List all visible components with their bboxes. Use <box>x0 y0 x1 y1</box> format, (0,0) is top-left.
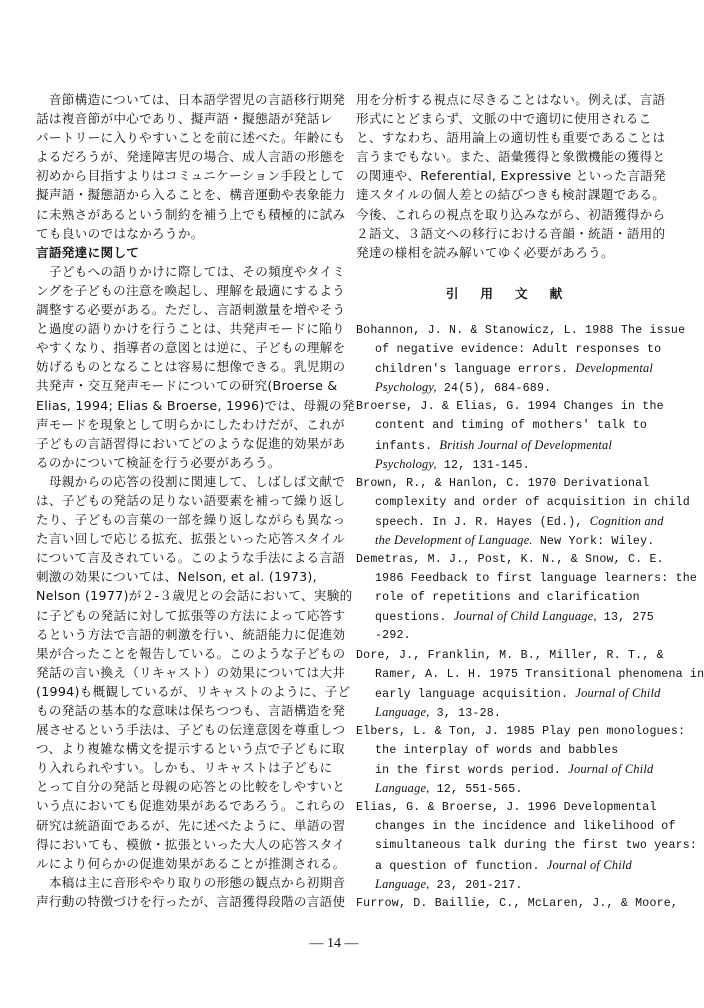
reference-title-italic: Language, <box>375 876 430 891</box>
reference-line <box>356 684 661 703</box>
reference-line <box>356 741 652 760</box>
text-line: たり、子どもの言葉の一部を繰り返しながらも異なっ <box>36 512 346 528</box>
reference-text: content and timing of mothers' talk to <box>375 419 647 433</box>
reference-text: a question of function. <box>375 859 547 873</box>
reference-title-italic: Psychology, <box>375 456 437 471</box>
text-line: 擬声語・擬態語から入ることを、構音運動や表象能力 <box>36 187 346 203</box>
text-line: よるだろうが、発達障害児の場合、成人言語の形態を <box>36 149 346 165</box>
reference-text: the interplay of words and babbles <box>375 744 619 757</box>
paragraph-1 <box>36 90 346 243</box>
reference-title-italic: the Development of Language. <box>375 532 533 547</box>
references-list <box>356 321 704 913</box>
reference-text: Ramer, A. L. H. 1975 Transitional phenomena in <box>375 667 704 681</box>
reference-entry <box>356 321 686 397</box>
text-line: パートリーに入りやすいことを前に述べた。年齢にも <box>36 130 346 146</box>
text-line: に未熟さがあるという制約を補う上でも積極的に試み <box>36 206 346 222</box>
reference-text: Demetras, M. J., Post, K. N., & Snow, C. E. <box>356 553 664 567</box>
section-heading: 言語発達に関して <box>36 244 140 260</box>
reference-title-italic: Journal of Child Language, <box>453 609 597 624</box>
reference-line <box>356 512 664 531</box>
reference-line <box>356 836 698 855</box>
reference-text: Elias, G. & Broerse, J. 1996 Developmental <box>356 801 657 815</box>
paragraph-3 <box>36 472 353 873</box>
text-line: もの発話の基本的な意味は保ちつつも、言語構造を発 <box>36 703 346 718</box>
reference-text: early language acquisition. <box>375 687 576 701</box>
reference-text: changes in the incidence and likelihood of <box>375 820 676 834</box>
reference-text: simultaneous talk during the first two years: <box>375 839 698 853</box>
text-line: 妨げるものとなることは容易に想像できる。乳児期の <box>36 359 346 375</box>
reference-line <box>356 607 652 626</box>
text-line: と過度の語りかけを行うことは、共発声モードに陥り <box>36 321 345 337</box>
reference-title-italic: Cognition and <box>589 513 664 528</box>
reference-text: 24(5), 684-689. <box>436 382 552 396</box>
text-line: 話は複音節が中心であり、擬声語・擬態語が発話レ <box>36 111 333 127</box>
reference-line <box>356 531 655 550</box>
right-column <box>356 90 704 913</box>
text-line: 発達の様相を読み解いてゆく必要があろう。 <box>356 244 614 260</box>
text-line: と、すなわち、語用論上の適切性も重要であることは <box>356 130 666 146</box>
text-line: 達スタイルの個人差との結びつきも検討課題である。 <box>356 187 666 203</box>
text-line: は、子どもの発話の足りない語要素を補って繰り返し <box>36 492 346 508</box>
reference-line <box>356 722 686 741</box>
paragraph-conclusion <box>356 90 666 262</box>
text-line: ルにより何らかの促進効果があることが推測される。 <box>36 855 346 871</box>
references-title: 引用文献 <box>445 285 585 301</box>
reference-line <box>356 416 652 435</box>
text-line: 母親からの応答の役割に関連して、しばしば文献で <box>36 473 346 489</box>
reference-text: 12, 131-145. <box>436 458 530 472</box>
reference-text: 3, 13-28. <box>429 706 502 720</box>
reference-entry <box>356 550 698 645</box>
text-line: いう点においても促進効果があるであろう。これらの <box>36 798 346 814</box>
reference-line <box>356 798 657 817</box>
text-line: 果が合ったことを報告している。このような子どもの <box>36 645 346 661</box>
text-line: Elias, 1994; Elias & Broerse, 1996)では、母親の発 <box>36 397 355 413</box>
text-line: 刺激の効果については、Nelson, et al. (1973), <box>36 569 317 585</box>
reference-line <box>356 474 652 493</box>
reference-line <box>356 646 664 665</box>
reference-title-italic: British Journal of Developmental <box>439 437 613 452</box>
reference-text: 13, 275 <box>596 611 654 625</box>
text-line: 子どもの言語習得においてどのような促進的効果があ <box>36 435 346 451</box>
reference-entry <box>356 798 698 893</box>
reference-title-italic: Psychology, <box>375 380 437 395</box>
reference-text: complexity and order of acquisition in child <box>375 495 690 509</box>
text-line: 研究は統語面であるが、先に述べたように、単語の習 <box>36 817 346 833</box>
reference-text: 1986 Feedback to first language learners: the <box>375 572 698 586</box>
reference-line <box>356 569 698 588</box>
text-line: 本稿は主に音形ややり取りの形態の観点から初期音 <box>36 874 346 890</box>
reference-line <box>356 856 652 875</box>
text-line: 調整する必要がある。ただし、言語刺激量を増やそう <box>36 302 346 318</box>
text-line: やすくなり、指導者の意図とは逆に、子どもの理解を <box>36 340 346 356</box>
text-line: ングを子どもの注意を喚起し、理解を最適にするよう <box>36 282 346 298</box>
reference-text: infants. <box>375 439 440 453</box>
text-line: Nelson (1977)が２-３歳児との会話において、実験的 <box>36 588 353 604</box>
reference-entry <box>356 397 664 473</box>
text-line: 用を分析する視点に尽きることはない。例えば、言語 <box>356 92 666 107</box>
text-line: 今後、これらの視点を取り込みながら、初語獲得から <box>356 206 666 222</box>
text-line: ２語文、３語文への移行における音韻・統語・語用的 <box>356 225 666 241</box>
reference-line <box>356 378 652 397</box>
reference-text: Furrow, D. Baillie, C., McLaren, J., & Moore, <box>356 896 679 910</box>
text-line: 声モードを現象として明らかにしたわけだが、これが <box>36 416 345 432</box>
reference-text: Brown, R., & Hanlon, C. 1970 Derivational <box>356 476 650 490</box>
text-line: 子どもへの語りかけに際しては、その頻度やタイミ <box>36 263 346 279</box>
text-line: 言うまでもない。また、語彙獲得と象徴機能の獲得と <box>356 149 666 165</box>
reference-entry <box>356 474 690 550</box>
reference-line <box>356 550 664 569</box>
text-line: つ、より複雑な構文を提示するという点で子どもに取 <box>36 741 345 757</box>
reference-line <box>356 397 664 416</box>
text-line: るのかについて検証を行う必要があろう。 <box>36 454 281 470</box>
reference-line <box>356 588 652 607</box>
reference-text: Elbers, L. & Ton, J. 1985 Play pen monologues: <box>356 724 686 738</box>
reference-line <box>356 436 652 455</box>
text-line: り入れられやすい。しかも、リキャストは子どもに <box>36 760 333 776</box>
reference-text: role of repetitions and clarification <box>375 591 640 605</box>
reference-line <box>356 455 652 474</box>
reference-entry <box>356 722 686 798</box>
reference-text: children's language errors. <box>375 363 576 377</box>
text-line: 展させるという手法は、子どもの伝達意図を尊重しつ <box>36 722 346 738</box>
reference-text: in the first words period. <box>375 764 569 778</box>
reference-text: speech. In J. R. Hayes (Ed.), <box>375 515 590 529</box>
reference-title-italic: Language, <box>375 704 430 719</box>
reference-title-italic: Language, <box>375 781 430 796</box>
text-line: た言い回しで応じる拡充、拡張といった応答スタイル <box>36 531 346 547</box>
reference-text: 23, 201-217. <box>429 878 523 892</box>
reference-entry <box>356 894 679 913</box>
reference-text: 12, 551-565. <box>429 783 523 797</box>
reference-line <box>356 703 652 722</box>
reference-text: Broerse, J. & Elias, G. 1994 Changes in the <box>356 400 664 414</box>
reference-line <box>356 665 704 684</box>
reference-title-italic: Developmental <box>575 361 654 376</box>
reference-line <box>356 817 676 836</box>
text-line: とって自分の発話と母親の応答との比較をしやすいと <box>36 779 346 795</box>
reference-line <box>356 875 652 894</box>
reference-line <box>356 359 652 378</box>
text-line: 共発声・交互発声モードについての研究(Broerse & <box>36 378 338 394</box>
reference-line <box>356 779 652 798</box>
text-line: について言及されている。このような手法による言語 <box>36 550 346 566</box>
reference-text: New York: Wiley. <box>532 534 655 548</box>
left-column <box>36 90 355 911</box>
reference-text: questions. <box>375 611 454 625</box>
reference-entry <box>356 646 704 722</box>
paragraph-2 <box>36 262 355 472</box>
reference-line <box>356 321 686 340</box>
reference-title-italic: Journal of Child <box>568 762 654 777</box>
text-line: るという方法で言語的刺激を行い、統語能力に促進効 <box>36 626 346 642</box>
reference-title-italic: Journal of Child <box>546 857 632 872</box>
reference-text: Dore, J., Franklin, M. B., Miller, R. T., & <box>356 648 664 662</box>
text-line: 得においても、模倣・拡張といった大人の応答スタイ <box>36 836 346 852</box>
text-line: ても良いのではなかろうか。 <box>36 225 204 241</box>
text-line: 発話の言い換え（リキャスト）の効果については大井 <box>36 664 346 680</box>
text-line: 音節構造については、日本語学習児の言語移行期発 <box>36 92 346 107</box>
page-number: ― 14 ― <box>309 936 359 951</box>
reference-line <box>356 626 652 645</box>
reference-text: of negative evidence: Adult responses to <box>375 343 662 357</box>
reference-line <box>356 493 690 512</box>
text-line: 形式にとどまらず、文脈の中で適切に使用されるこ <box>356 111 652 127</box>
text-line: に子どもの発話に対して拡張等の方法によって応答す <box>36 607 346 623</box>
text-line: (1994)も概観しているが、リキャストのように、子ど <box>36 683 351 699</box>
reference-line <box>356 760 652 779</box>
text-line: の関連や、Referential, Expressive といった言語発 <box>356 168 666 184</box>
reference-line <box>356 894 679 913</box>
reference-text: Bohannon, J. N. & Stanowicz, L. 1988 The issue <box>356 323 686 337</box>
reference-text: -292. <box>375 629 411 643</box>
reference-title-italic: Journal of Child <box>575 685 661 700</box>
reference-line <box>356 340 662 359</box>
text-line: 初めから目指すよりはコミュニケーション手段として <box>36 168 345 184</box>
paragraph-4 <box>36 873 346 911</box>
text-line: 声行動の特徴づけを行ったが、言語獲得段階の言語使 <box>36 893 346 909</box>
